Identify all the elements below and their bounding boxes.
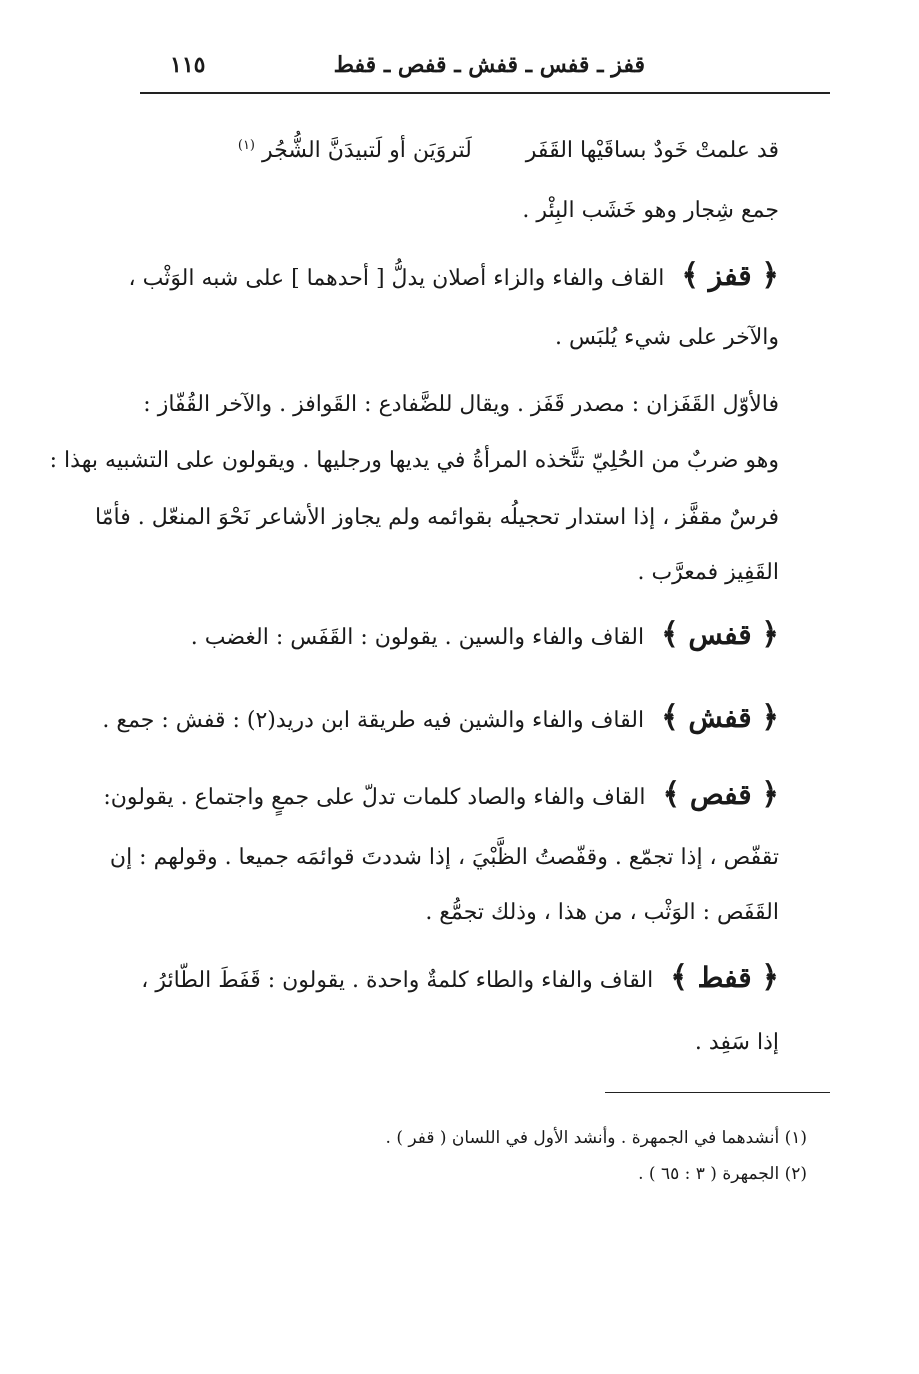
entry-qafaza-line-1: ﴿ قفز ﴾ القاف والفاء والزاء أصلان يدلُّ [ أحدهما ] على شبه الوَثْب ، <box>128 258 779 293</box>
entry-qafasa-sad-line-1: ﴿ قفص ﴾ القاف والفاء والصاد كلمات تدلّ على جمعٍ واجتماع . يقولون: <box>103 777 779 812</box>
footnote-2: (٢) الجمهرة ( ٣ : ٦٥ ) . <box>638 1164 807 1184</box>
entry-qafasa-sad-line-3: القَفَص : الوَثْب ، من هذا ، وذلك تجمُّع . <box>425 900 779 925</box>
entry-qafata-line-1: ﴿ قفط ﴾ القاف والفاء والطاء كلمةٌ واحدة . يقولون : قَفَطَ الطّائرُ ، <box>141 960 779 995</box>
entry-head-qafasa-sad: ﴿ قفص ﴾ <box>662 777 779 812</box>
entry-qafasa-sad-line-2: تقفّص ، إذا تجمّع . وقفّصتُ الظَّبْيَ ، إذا شددتَ قوائمَه جميعا . وقولهم : إن <box>109 845 779 870</box>
page-number: ١١٥ <box>170 52 206 78</box>
running-title: قفز ـ قفس ـ قفش ـ قفص ـ قفط <box>333 52 645 78</box>
page-header <box>150 48 830 88</box>
footnote-1: (١) أنشدهما في الجمهرة . وأنشد الأول في اللسان ( قفر ) . <box>385 1128 807 1148</box>
verse-hemistich-right: قد علمتْ خَودٌ بساقَيْها القَفَر <box>525 138 779 164</box>
entry-qafasha: ﴿ قفش ﴾ القاف والفاء والشين فيه طريقة ابن دريد(٢) : قفش : جمع . <box>102 700 779 735</box>
paragraph-line: وهو ضربٌ من الحُلِيّ تتَّخذه المرأةُ في يديها ورجليها . ويقولون على التشبيه بهذا : <box>49 448 779 473</box>
verse-gloss: جمع شِجار وهو خَشَب البِئْر . <box>522 198 779 223</box>
paragraph-line: فالأوّل القَفَزان : مصدر قَفَز . ويقال للضَّفادع : القَوافز . والآخر القُفّاز : <box>143 392 779 417</box>
verse-line <box>238 128 779 169</box>
entry-head-qafasa: ﴿ قفس ﴾ <box>661 617 779 652</box>
paragraph-line: القَفِيز فمعرَّب . <box>637 560 779 585</box>
entry-qafasa: ﴿ قفس ﴾ القاف والفاء والسين . يقولون : القَفَس : الغضب . <box>190 617 779 652</box>
header-divider <box>140 92 830 94</box>
entry-qafata-line-2: إذا سَفِد . <box>694 1030 779 1055</box>
paragraph-line: فرسٌ مقفَّز ، إذا استدار تحجيلُه بقوائمه ولم يجاوز الأشاعر نَحْوَ المنعّل . فأمّا <box>95 505 779 530</box>
verse-hemistich-left: لَتروَيَن أو لَتبيدَنَّ الشُّجُر <box>262 138 472 164</box>
entry-qafaza-line-2: والآخر على شيء يُلبَس . <box>555 325 779 350</box>
footnote-divider <box>605 1092 830 1093</box>
entry-head-qafaza: ﴿ قفز ﴾ <box>681 258 779 293</box>
entry-head-qafata: ﴿ قفط ﴾ <box>670 960 779 995</box>
entry-head-qafasha: ﴿ قفش ﴾ <box>661 700 779 735</box>
footnote-marker: (١) <box>237 138 255 153</box>
